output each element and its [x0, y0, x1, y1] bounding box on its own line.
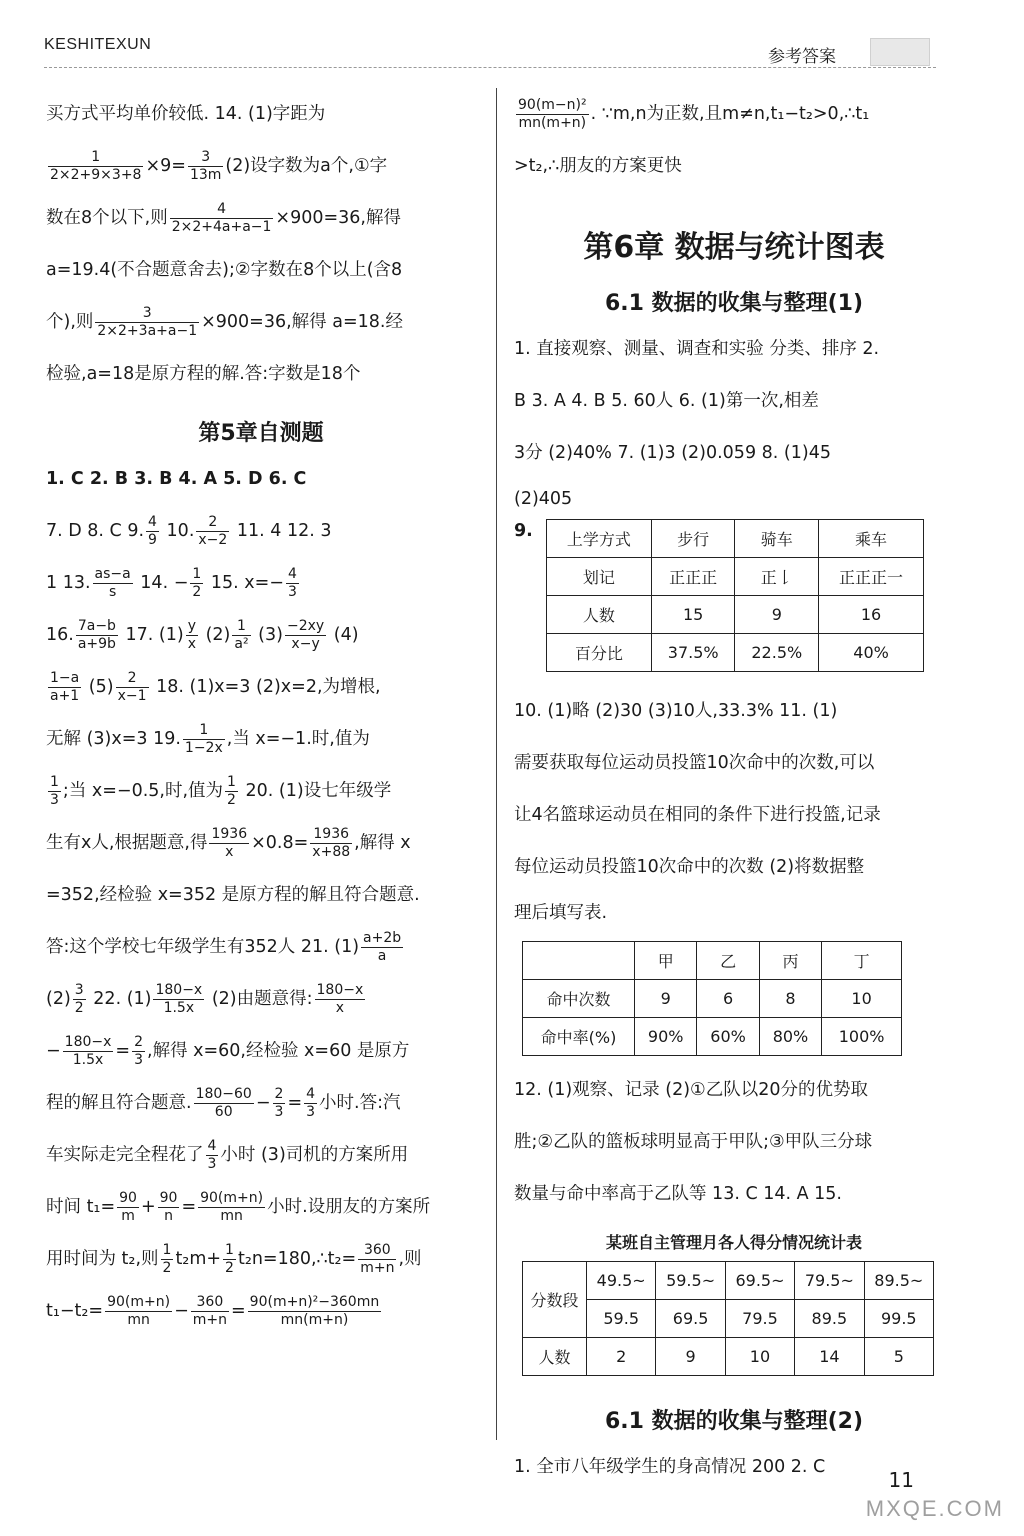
answer-line: (2) $\frac{3}{2}$ 22. (1) $\frac{180-x}{1.5x}$ (2)由题意得: $\frac{180-x}{x}$ — [46, 981, 364, 1016]
left-column — [46, 88, 476, 1337]
table-cell: 人数 — [547, 596, 652, 634]
fraction: $\frac{3}{2\times 2+3a+a-1}$ — [97, 304, 198, 339]
answer-line: 12. (1)观察、记录 (2)①乙队以20分的优势取 — [514, 1080, 868, 1100]
table-cell: 划记 — [547, 558, 652, 596]
table-cell: 乘车 — [819, 520, 924, 558]
fraction: $\frac{a+2b}{a}$ — [363, 929, 402, 964]
fraction: $\frac{4}{3}$ — [287, 565, 297, 600]
table-cell: 15 — [651, 596, 735, 634]
table-cell: 骑车 — [735, 520, 819, 558]
table-cell: 6 — [697, 980, 759, 1018]
table-cell: 8 — [759, 980, 821, 1018]
table-cell: 37.5% — [651, 634, 735, 672]
answer-line: 7. D 8. C 9. $\frac{4}{9}$ 10. $\frac{2}{x-2}$ 11. 4 12. 3 — [46, 513, 332, 548]
table-cell: 丙 — [759, 942, 821, 980]
table-cell: 22.5% — [735, 634, 819, 672]
table-row — [523, 1018, 902, 1056]
fraction: $\frac{1}{2}$ — [227, 773, 236, 808]
brand-text: KESHITEXUN — [44, 36, 152, 53]
table-cell: 10 — [822, 980, 902, 1018]
fraction: $\frac{1}{2}$ — [225, 1241, 234, 1276]
answer-line: 无解 (3)x=3 19. $\frac{1}{1-2x}$ ,当 x=−1.时,值为 — [46, 721, 370, 756]
table-cell: 9 — [735, 596, 819, 634]
table-cell: 丁 — [822, 942, 902, 980]
fraction: $\frac{2}{x-2}$ — [198, 513, 228, 548]
answer-line: 1. 直接观察、测量、调查和实验 分类、排序 2. — [514, 339, 880, 359]
table-row — [547, 596, 924, 634]
table-cell: 乙 — [697, 942, 759, 980]
answer-line: 程的解且符合题意. $\frac{180-60}{60}$ − $\frac{2}{3}$ = $\frac{4}{3}$ 小时.答:汽 — [46, 1085, 401, 1120]
fraction: $\frac{1}{2}$ — [162, 1241, 172, 1276]
answer-line: 答:这个学校七年级学生有352人 21. (1) $\frac{a+2b}{a}$ — [46, 929, 402, 964]
table-cell: 2 — [587, 1338, 656, 1376]
fraction: $\frac{360}{m+n}$ — [192, 1293, 227, 1328]
table-cell: 59.5 — [587, 1300, 656, 1338]
chapter6-title: 第6章 数据与统计图表 — [583, 230, 885, 265]
fraction: $\frac{1936}{x+88}$ — [312, 825, 351, 860]
fraction: $\frac{-2xy}{x-y}$ — [286, 617, 325, 652]
chapter5-test-title: 第5章自测题 — [198, 421, 324, 446]
table-cell: 5 — [864, 1338, 933, 1376]
section-label: 参考答案 — [768, 47, 836, 67]
section-title-6-1-2: 6.1 数据的收集与整理(2) — [604, 1409, 864, 1434]
answer-line: 1. 全市八年级学生的身高情况 200 2. C — [514, 1457, 826, 1477]
answer-line: 车实际走完全程花了 $\frac{4}{3}$ 小时 (3)司机的方案所用 — [46, 1137, 409, 1172]
table-cell: 上学方式 — [547, 520, 652, 558]
table-cell: 人数 — [523, 1338, 587, 1376]
fraction: $\frac{3}{2}$ — [74, 981, 84, 1016]
watermark: MXQE.COM — [865, 1496, 1004, 1521]
fraction: $\frac{90}{m}$ — [119, 1189, 137, 1224]
table-cell: 80% — [759, 1018, 821, 1056]
table-row — [547, 520, 924, 558]
table-cell: 10 — [725, 1338, 794, 1376]
commute-table — [546, 519, 924, 672]
table-cell: 89.5~ — [864, 1262, 933, 1300]
answer-line: t₁−t₂= $\frac{90(m+n)}{mn}$ − $\frac{360}{m+n}$ = $\frac{\text{90(m+n)²−360mn}}{mn(m+n)}$ — [46, 1293, 380, 1328]
fraction: $\frac{90(m+n)}{mn}$ — [107, 1293, 171, 1328]
answer-line: 10. (1)略 (2)30 (3)10人,33.3% 11. (1) — [514, 701, 838, 721]
table-cell: 正正正 — [651, 558, 735, 596]
table-cell: 40% — [819, 634, 924, 672]
answer-line: 1 13. $\frac{as-a}{s}$ 14. − $\frac{1}{2}$ 15. x=− $\frac{4}{3}$ — [46, 565, 297, 600]
table-row — [523, 1262, 934, 1300]
table-cell: 正正正一 — [819, 558, 924, 596]
answer-line: 1. C 2. B 3. B 4. A 5. D 6. C — [46, 469, 307, 489]
section-title-6-1-1: 6.1 数据的收集与整理(1) — [604, 291, 864, 316]
table-cell: 89.5 — [795, 1300, 864, 1338]
fraction: $\frac{4}{3}$ — [306, 1085, 316, 1120]
fraction: $\frac{as-a}{s}$ — [94, 565, 131, 600]
answer-line: 时间 t₁= $\frac{90}{m}$ + $\frac{90}{n}$ = $\frac{90(m+n)}{mn}$ 小时.设朋友的方案所 — [46, 1189, 431, 1224]
text-line: 检验,a=18是原方程的解.答:字数是18个 — [46, 364, 361, 384]
table-cell: 60% — [697, 1018, 759, 1056]
fraction: $\frac{2}{x-1}$ — [117, 669, 147, 704]
table-cell: 79.5 — [725, 1300, 794, 1338]
text-line: $\frac{1}{2\times 2+9\times 3+8}$ ×9= $\frac{3}{13m}$ (2)设字数为a个,①字 — [50, 148, 388, 183]
fraction: $\frac{2}{3}$ — [274, 1085, 284, 1120]
fraction: $\frac{\text{90(m−n)²}}{mn(m+n)}$ — [518, 96, 587, 131]
fraction: $\frac{180-x}{1.5x}$ — [64, 1033, 112, 1068]
answer-line: 每位运动员投篮10次命中的次数 (2)将数据整 — [514, 857, 865, 877]
text-line: 数在8个以下,则 $\frac{4}{2\times 2+4a+a-1}$ ×900=36,解得 — [46, 200, 401, 235]
text-line: 买方式平均单价较低. 14. (1)字距为 — [46, 104, 326, 124]
text-line: 个),则 $\frac{3}{2\times 2+3a+a-1}$ ×900=36,解得 a=18.经 — [46, 304, 403, 339]
answer-line: 理后填写表. — [514, 903, 608, 923]
table-cell: 100% — [822, 1018, 902, 1056]
answer-line: 16. $\frac{7a-b}{a+9b}$ 17. (1) $\frac{y}{x}$ (2) $\frac{1}{\text{a²}}$ (3) $\frac{-2xy}{x-y}$ (4) — [46, 617, 359, 652]
answer-line: 数量与命中率高于乙队等 13. C 14. A 15. — [514, 1184, 842, 1204]
fraction: $\frac{90(m+n)}{mn}$ — [200, 1189, 264, 1224]
fraction: $\frac{\text{90(m+n)²−360mn}}{mn(m+n)}$ — [249, 1293, 380, 1328]
table-cell — [523, 942, 635, 980]
fraction: $\frac{4}{2\times 2+4a+a-1}$ — [171, 200, 272, 235]
table-cell: 99.5 — [864, 1300, 933, 1338]
fraction: $\frac{180-x}{1.5x}$ — [155, 981, 203, 1016]
answer-line: $\frac{1-a}{a+1}$ (5) $\frac{2}{x-1}$ 18. (1)x=3 (2)x=2,为增根, — [50, 669, 381, 704]
fraction: $\frac{360}{m+n}$ — [360, 1241, 395, 1276]
fraction: $\frac{1}{\text{a²}}$ — [234, 617, 249, 652]
column-divider — [496, 88, 497, 1440]
answer-line: 3分 (2)40% 7. (1)3 (2)0.059 8. (1)45 — [514, 443, 831, 463]
fraction: $\frac{1}{1-2x}$ — [184, 721, 223, 756]
table-cell: 9 — [656, 1338, 725, 1376]
table-cell: 49.5~ — [587, 1262, 656, 1300]
table-cell: 59.5~ — [656, 1262, 725, 1300]
score-distribution-table — [522, 1261, 934, 1376]
fraction: $\frac{1-a}{a+1}$ — [50, 669, 80, 704]
answer-line: B 3. A 4. B 5. 60人 6. (1)第一次,相差 — [514, 391, 819, 411]
table-cell: 14 — [795, 1338, 864, 1376]
fraction: $\frac{7a-b}{a+9b}$ — [77, 617, 116, 652]
answer-line: =352,经检验 x=352 是原方程的解且符合题意. — [46, 885, 420, 905]
answer-line: (2)405 — [514, 489, 573, 509]
fraction: $\frac{1}{2}$ — [192, 565, 202, 600]
table-cell: 16 — [819, 596, 924, 634]
table-row — [547, 558, 924, 596]
table-cell: 69.5~ — [725, 1262, 794, 1300]
table-cell: 分数段 — [523, 1262, 587, 1338]
answer-line: 需要获取每位运动员投篮10次命中的次数,可以 — [514, 753, 875, 773]
table-cell: 命中次数 — [523, 980, 635, 1018]
answer-line: 胜;②乙队的篮板球明显高于甲队;③甲队三分球 — [514, 1132, 873, 1152]
table-caption: 某班自主管理月各人得分情况统计表 — [605, 1233, 862, 1252]
table-cell: 命中率(%) — [523, 1018, 635, 1056]
table-cell: 79.5~ — [795, 1262, 864, 1300]
answer-line: 让4名篮球运动员在相同的条件下进行投篮,记录 — [514, 805, 881, 825]
page-header — [44, 36, 936, 68]
shooting-table — [522, 941, 902, 1056]
text-line: >t₂,∴朋友的方案更快 — [514, 156, 682, 176]
q9-label: 9. — [514, 521, 533, 541]
table-cell: 步行 — [651, 520, 735, 558]
answer-line: $\frac{1}{3}$ ;当 x=−0.5,时,值为 $\frac{1}{2}$ 20. (1)设七年级学 — [50, 773, 392, 808]
fraction: $\frac{180-60}{60}$ — [195, 1085, 252, 1120]
q9-block — [514, 519, 954, 679]
fraction: $\frac{y}{x}$ — [187, 617, 197, 652]
fraction: $\frac{1}{2\times 2+9\times 3+8}$ — [50, 148, 142, 183]
table-row — [523, 980, 902, 1018]
fraction: $\frac{1936}{x}$ — [211, 825, 248, 860]
answer-line: 用时间为 t₂,则 $\frac{1}{2}$ t₂m+ $\frac{1}{2}$ t₂n=180,∴t₂= $\frac{360}{m+n}$ ,则 — [46, 1241, 422, 1276]
table-cell: 百分比 — [547, 634, 652, 672]
fraction: $\frac{1}{3}$ — [50, 773, 59, 808]
fraction: $\frac{4}{9}$ — [148, 513, 157, 548]
table-cell: 甲 — [635, 942, 697, 980]
page-number: 11 — [888, 1468, 914, 1492]
fraction: $\frac{2}{3}$ — [134, 1033, 144, 1068]
fraction: $\frac{90}{n}$ — [159, 1189, 178, 1224]
right-column — [514, 88, 954, 1493]
table-cell: 正𠄌 — [735, 558, 819, 596]
table-cell: 9 — [635, 980, 697, 1018]
text-line: a=19.4(不合题意舍去);②字数在8个以上(含8 — [46, 260, 403, 280]
answer-line: 生有x人,根据题意,得 $\frac{1936}{x}$ ×0.8= $\frac{1936}{x+88}$ ,解得 x — [46, 825, 411, 860]
table-row — [523, 1338, 934, 1376]
table-cell: 69.5 — [656, 1300, 725, 1338]
fraction: $\frac{4}{3}$ — [207, 1137, 217, 1172]
publisher-logo — [870, 38, 930, 66]
fraction: $\frac{3}{13m}$ — [189, 148, 222, 183]
table-row — [547, 634, 924, 672]
text-line: $\frac{\text{90(m−n)²}}{mn(m+n)}$ . ∵m,n为正数,且m≠n,t₁−t₂>0,∴t₁ — [518, 96, 870, 131]
answer-line: − $\frac{180-x}{1.5x}$ = $\frac{2}{3}$ ,解得 x=60,经检验 x=60 是原方 — [46, 1033, 410, 1068]
table-row — [523, 942, 902, 980]
table-cell: 90% — [635, 1018, 697, 1056]
fraction: $\frac{180-x}{x}$ — [316, 981, 364, 1016]
